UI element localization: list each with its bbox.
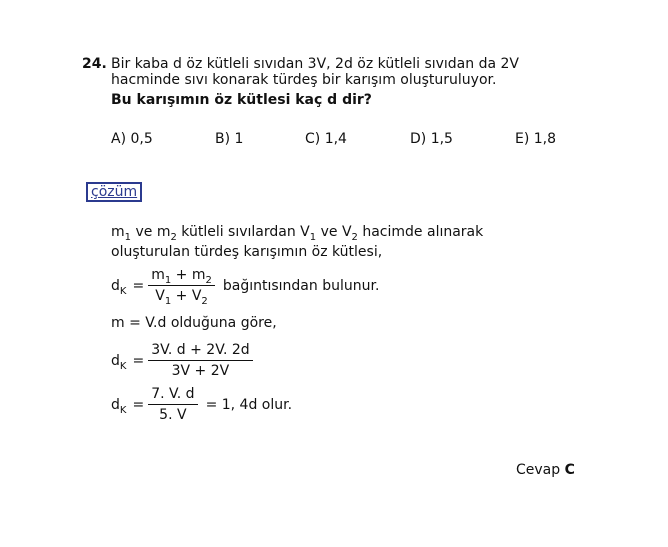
answer [516,462,575,478]
answer-letter: C [564,462,575,478]
intro-subscript: 2 [351,232,358,243]
option-c[interactable]: C) 1,4 [305,131,347,147]
fraction-denominator: $V_1 + V_2$ [155,288,208,307]
option-b[interactable]: B) 1 [215,131,244,147]
fraction [148,341,252,380]
fraction-numerator: 3V. d + 2V. 2d [148,341,252,361]
dk-symbol: $d_K$ [111,352,127,372]
option-e[interactable]: E) 1,8 [515,131,557,147]
fraction-denominator: 3V + 2V [171,363,230,379]
equals-sign: = [132,396,145,413]
answer-label: Cevap [516,462,561,478]
intro-subscript: 2 [170,232,177,243]
intro-subscript: 1 [309,232,317,243]
dk-symbol: $d_K$ [111,277,127,297]
formula-result [111,385,292,424]
equals-sign: = [132,277,145,294]
formula-density [111,266,379,305]
formula-trailing-text: = 1, 4d olur. [205,396,293,413]
dk-symbol: $d_K$ [111,396,127,416]
intro-text: kütleli sıvılardan V [176,224,310,240]
fraction-denominator: 5. V [159,407,187,423]
option-d[interactable]: D) 1,5 [410,131,453,147]
question-number: 24. [82,56,107,72]
formula-trailing-text: bağıntısından bulunur. [222,277,380,294]
question-text-line-1: Bir kaba d öz kütleli sıvıdan 3V, 2d öz kütleli sıvıdan da 2V [111,56,519,72]
intro-text: hacimde alınarak [357,224,484,240]
equals-sign: = [132,352,145,369]
question-prompt: Bu karışımın öz kütlesi kaç d dir? [111,92,372,108]
fraction-numerator: $m_1 + m_2$ [148,266,215,286]
intro-text: m [111,224,125,240]
fraction [148,266,215,305]
intro-subscript: 1 [124,232,132,243]
solution-heading-label: çözüm [91,184,138,200]
question-text-line-2: hacminde sıvı konarak türdeş bir karışım oluşturuluyor. [111,72,497,88]
intro-text: ve V [316,224,352,240]
solution-intro-line-2: oluşturulan türdeş karışımın öz kütlesi, [111,244,383,260]
solution-intro-line-1 [111,224,484,243]
fraction-numerator: 7. V. d [148,385,197,405]
fraction [148,385,197,424]
intro-text: ve m [131,224,171,240]
solution-relation: m = V.d olduğuna göre, [111,315,277,331]
formula-substitution [111,341,257,380]
option-a[interactable]: A) 0,5 [111,131,153,147]
solution-heading [86,182,142,202]
